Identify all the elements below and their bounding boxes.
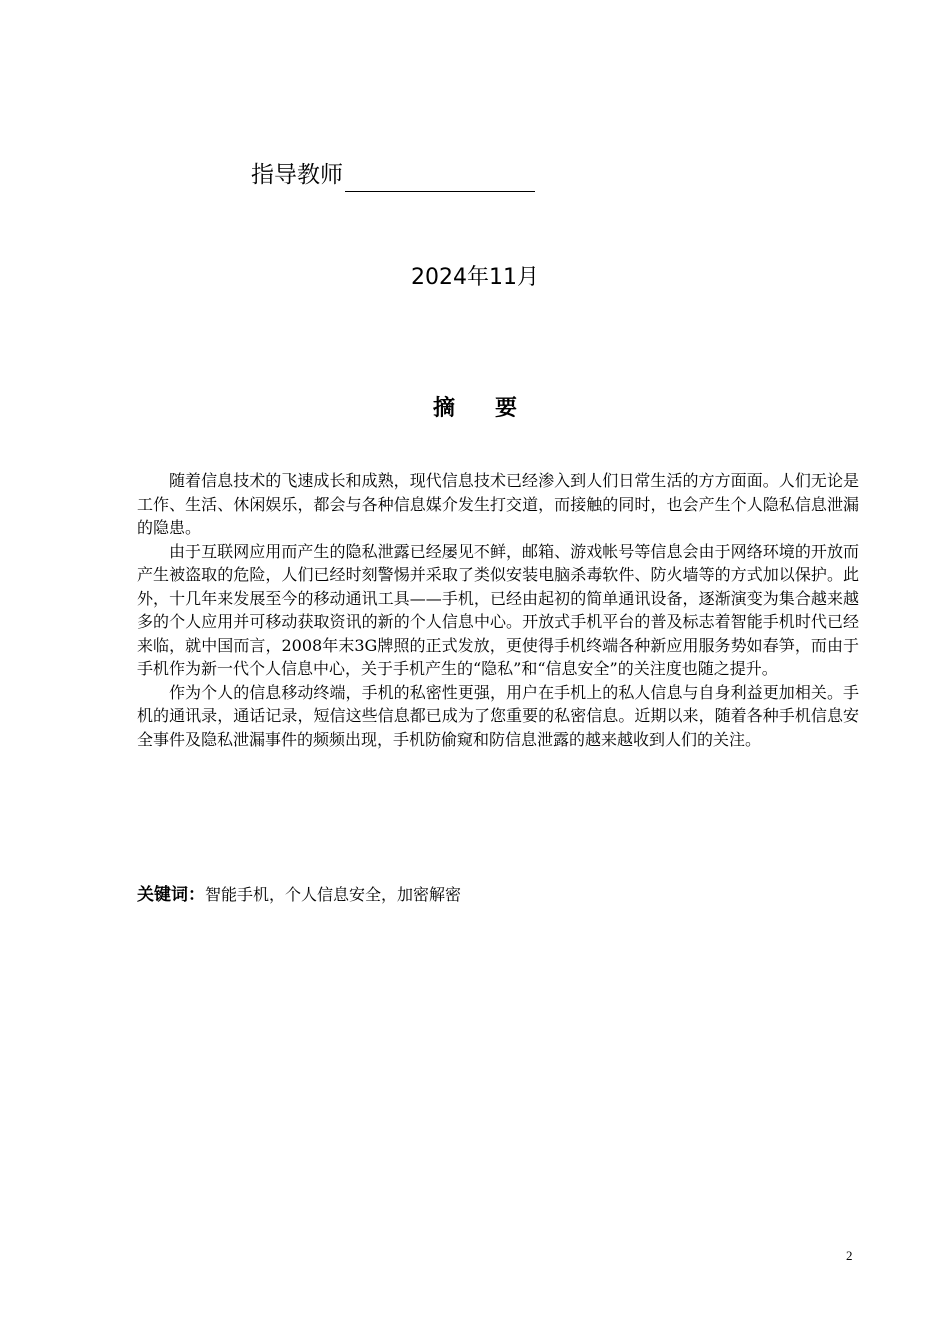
- abstract-paragraph: 作为个人的信息移动终端，手机的私密性更强，用户在手机上的私人信息与自身利益更加相关。手机的通讯录，通话记录，短信这些信息都已成为了您重要的私密信息。近期以来，随着各种手机信息安全事件及隐私泄漏事件的频频出现，手机防偷窥和防信息泄露的越来越收到人们的关注。: [137, 682, 859, 749]
- abstract-paragraph: 由于互联网应用而产生的隐私泄露已经屡见不鲜，邮箱、游戏帐号等信息会由于网络环境的开放而产生被盗取的危险，人们已经时刻警惕并采取了类似安装电脑杀毒软件、防火墙等的方式加以保护。此外，十几年来发展至今的移动通讯工具——手机，已经由起初的简单通讯设备，逐渐演变为集合越来越多的个人应用并可移动获取资讯的新的个人信息中心。开放式手机平台的普及标志着智能手机时代已经来临，就中国而言，2008年末3G牌照的正式发放，更使得手机终端各种新应用服务势如春笋，而由于手机作为新一代个人信息中心，关于手机产生的“隐私”和“信息安全”的关注度也随之提升。: [137, 541, 859, 678]
- keywords-label: 关键词：: [137, 885, 205, 905]
- keywords-value: 智能手机，个人信息安全，加密解密: [205, 885, 462, 904]
- thesis-date: 2024年11月: [411, 265, 539, 290]
- advisor-line: [251, 158, 535, 192]
- keywords-line: [137, 882, 461, 908]
- abstract-body: [137, 469, 859, 751]
- advisor-label: 指导教师: [251, 162, 343, 188]
- page-number: 2: [846, 1248, 853, 1263]
- advisor-blank: [345, 165, 535, 192]
- abstract-title: 摘要: [432, 396, 557, 421]
- abstract-paragraph: 随着信息技术的飞速成长和成熟，现代信息技术已经渗入到人们日常生活的方方面面。人们无论是工作、生活、休闲娱乐，都会与各种信息媒介发生打交道，而接触的同时，也会产生个人隐私信息泄漏的隐患。: [137, 471, 859, 537]
